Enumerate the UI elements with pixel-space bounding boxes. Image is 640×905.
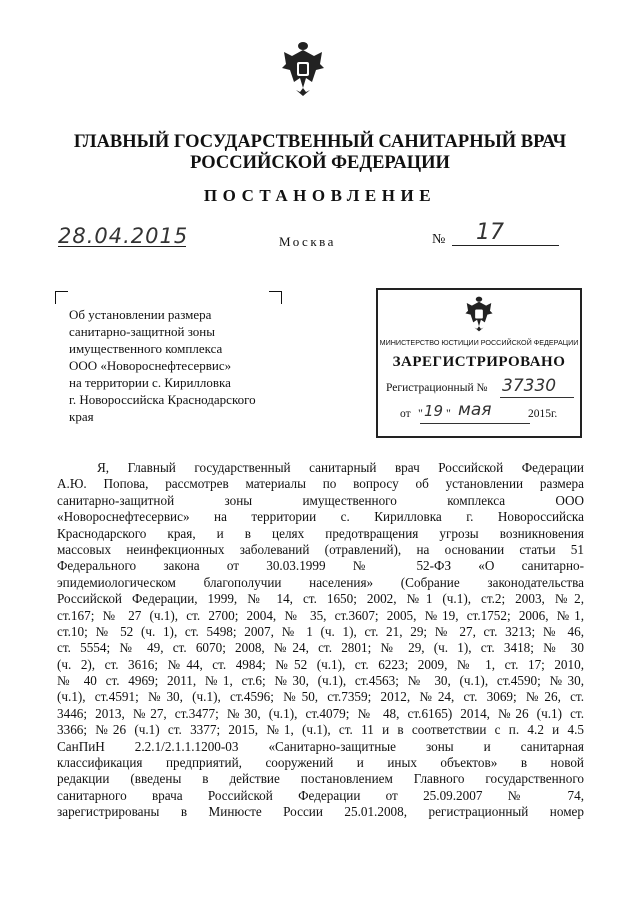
stamp-date-underline (420, 423, 530, 424)
subject-line: края (69, 409, 94, 424)
subject-line: на территории с. Кирилловка (69, 375, 231, 390)
stamp-reg-number-underline (500, 397, 574, 398)
body-line: (ч.1), ст.4591; №30, (ч.1), ст.4596; №50, ст.7359; 2012, №24, ст. 3069; №26, ст. (57, 689, 584, 705)
subject-line: г. Новороссийска Краснодарского (69, 392, 256, 407)
body-line: 3366; №26 (ч.1) ст. 3377; 2015, №1, (ч.1), ст. 11 и в соответствии с п. 4.2 и 4.5 (57, 722, 584, 738)
body-line: ст.167; № 27 (ч.1), ст. 2700; 2004, № 35, ст.3607; 2005, №19, ст.1752; 2006, №1, (57, 607, 584, 623)
body-line: санитарного врача Российской Федерации от 25.09.2007 № 74, (57, 787, 584, 803)
city-label: Москва (279, 234, 336, 249)
number-label: № (432, 232, 446, 247)
body-line: массовых неинфекционных заболеваний (отравлений), на основании статьи 51 (57, 541, 584, 557)
body-line: (ч. 2), ст. 3616; №44, ст. 4984; №52 (ч.1), ст. 6223; 2009, № 1, ст. 17; 2010, (57, 656, 584, 672)
stamp-date-year: 2015г. (528, 408, 558, 420)
resolution-body-text (57, 460, 584, 821)
subject-line: имущественного комплекса (69, 341, 223, 356)
body-line: 3446; 2013, №27, ст.3477; №30, (ч.1), ст.4079; № 48, ст.6165) 2014, №26 (ч.1) ст. (57, 705, 584, 721)
stamp-ministry-name: МИНИСТЕРСТВО ЮСТИЦИИ РОССИЙСКОЙ ФЕДЕРАЦИИ (379, 338, 579, 347)
stamp-date-day: 19 (424, 402, 444, 420)
body-line: Я, Главный государственный санитарный врач Российской Федерации (97, 460, 584, 475)
stamp-date-month: мая (458, 400, 492, 420)
body-line: «Новороснефтесервис» на территории с. Кирилловка г. Новороссийска (57, 509, 584, 525)
issuing-authority-line-2: РОССИЙСКОЙ ФЕДЕРАЦИИ (190, 153, 450, 173)
body-line: классификация предприятий, сооружений и иных объектов» в новой (57, 755, 584, 771)
body-line: СанПиН 2.2.1/2.1.1.1200-03 «Санитарно-защитные зоны и санитарная (57, 738, 584, 754)
stamp-date-quote-close: " (446, 406, 451, 420)
body-line: эпидемиологическом благополучии населения» (Собрание законодательства (57, 574, 584, 590)
subject-line: Об установлении размера (69, 307, 212, 322)
body-line: ст.10; № 52 (ч. 1), ст. 5498; 2007, № 1 (ч. 1), ст. 21, 29; № 27, ст. 3213; № 46, (57, 623, 584, 639)
stamp-date-quote-open: " (418, 406, 423, 420)
subject-bracket-right (269, 291, 282, 304)
handwritten-number: 17 (476, 220, 504, 245)
handwritten-date: 28.04.2015 (58, 224, 189, 248)
body-line: ст. 5554; № 49, ст. 6070; 2008, №24, ст. 2801; № 29, (ч. 1), ст. 3418; № 30 (57, 640, 584, 656)
stamp-registered-label: ЗАРЕГИСТРИРОВАНО (392, 354, 566, 370)
stamp-reg-number-label: Регистрационный № (386, 382, 488, 394)
body-line: зарегистрированы в Минюсте России 25.01.2008, регистрационный номер (57, 804, 584, 820)
date-underline (58, 246, 186, 247)
subject-bracket-left (55, 291, 68, 304)
number-underline (452, 245, 559, 246)
coat-of-arms-emblem (280, 38, 326, 100)
body-line: № 40 ст. 4969; 2011, №1, ст.6; №30, (ч.1), ст.4563; № 30, (ч.1), ст.4590; №30, (57, 673, 584, 689)
issuing-authority-line-1: ГЛАВНЫЙ ГОСУДАРСТВЕННЫЙ САНИТАРНЫЙ ВРАЧ (73, 132, 567, 152)
stamp-emblem-icon (462, 294, 496, 334)
body-line: редакции (введены в действие постановлением Главного государственного (57, 771, 584, 787)
subject-line: санитарно-защитной зоны (69, 324, 215, 339)
stamp-date-prefix: от (400, 408, 411, 420)
registration-stamp (376, 288, 582, 438)
stamp-reg-number-value: 37330 (502, 376, 557, 396)
body-line: санитарно-защитной зоны имущественного комплекса ООО (57, 492, 584, 508)
document-type-title: ПОСТАНОВЛЕНИЕ (203, 186, 437, 205)
subject-line: ООО «Новороснефтесервис» (69, 358, 232, 373)
body-line: Федерального закона от 30.03.1999 № 52-ФЗ «О санитарно- (57, 558, 584, 574)
body-line: А.Ю. Попова, рассмотрев материалы по вопросу об установлении размера (57, 476, 584, 492)
body-line: Краснодарского края, и в целях предотвращения угрозы возникновения (57, 525, 584, 541)
subject-block (69, 306, 265, 425)
body-line: Российской Федерации, 1999, № 14, ст. 1650; 2002, №1 (ч.1), ст.2; 2003, №2, (57, 591, 584, 607)
